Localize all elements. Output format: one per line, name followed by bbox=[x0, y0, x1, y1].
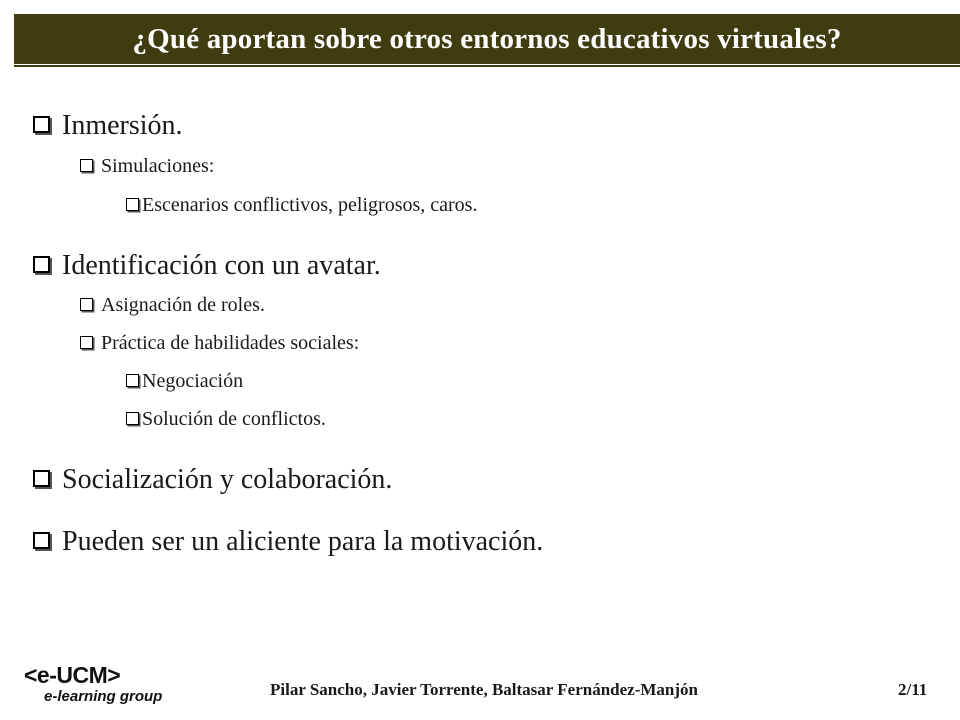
bullet-item bbox=[80, 294, 265, 317]
checkbox-bullet-icon bbox=[80, 336, 93, 349]
page-number: 2/11 bbox=[898, 680, 928, 699]
bullet-item bbox=[33, 250, 381, 282]
bullet-item bbox=[80, 332, 359, 355]
checkbox-bullet-icon bbox=[33, 116, 50, 133]
checkbox-bullet-icon bbox=[33, 470, 50, 487]
checkbox-bullet-icon bbox=[126, 412, 139, 425]
bullet-item bbox=[80, 155, 214, 178]
bullet-item bbox=[33, 464, 392, 496]
bullet-text: Escenarios conflictivos, peligrosos, caros. bbox=[142, 194, 478, 216]
eucm-logo bbox=[24, 662, 164, 710]
bullet-text: Pueden ser un aliciente para la motivación. bbox=[62, 526, 544, 557]
checkbox-bullet-icon bbox=[80, 298, 93, 311]
logo-sub-text: e-learning group bbox=[44, 688, 163, 705]
footer-authors: Pilar Sancho, Javier Torrente, Baltasar Fernández-Manjón bbox=[270, 680, 698, 699]
bullet-item bbox=[126, 408, 326, 431]
bullet-text: Solución de conflictos. bbox=[142, 408, 326, 430]
bullet-text: Inmersión. bbox=[62, 110, 183, 141]
bullet-item bbox=[126, 194, 477, 217]
bullet-text: Práctica de habilidades sociales: bbox=[101, 332, 360, 354]
bullet-item bbox=[126, 370, 243, 393]
title-underline bbox=[14, 65, 960, 67]
bullet-text: Asignación de roles. bbox=[101, 294, 265, 316]
bullet-text: Identificación con un avatar. bbox=[62, 250, 381, 281]
bullet-text: Negociación bbox=[142, 370, 244, 392]
bullet-item bbox=[33, 526, 543, 558]
logo-main-text: <e-UCM> bbox=[24, 662, 121, 688]
bullet-text: Socialización y colaboración. bbox=[62, 464, 393, 495]
slide-title: ¿Qué aportan sobre otros entornos educativos virtuales? bbox=[132, 23, 842, 55]
bullet-item bbox=[33, 110, 183, 142]
checkbox-bullet-icon bbox=[33, 256, 50, 273]
checkbox-bullet-icon bbox=[126, 374, 139, 387]
checkbox-bullet-icon bbox=[126, 198, 139, 211]
checkbox-bullet-icon bbox=[80, 159, 93, 172]
checkbox-bullet-icon bbox=[33, 532, 50, 549]
bullet-text: Simulaciones: bbox=[101, 155, 215, 177]
